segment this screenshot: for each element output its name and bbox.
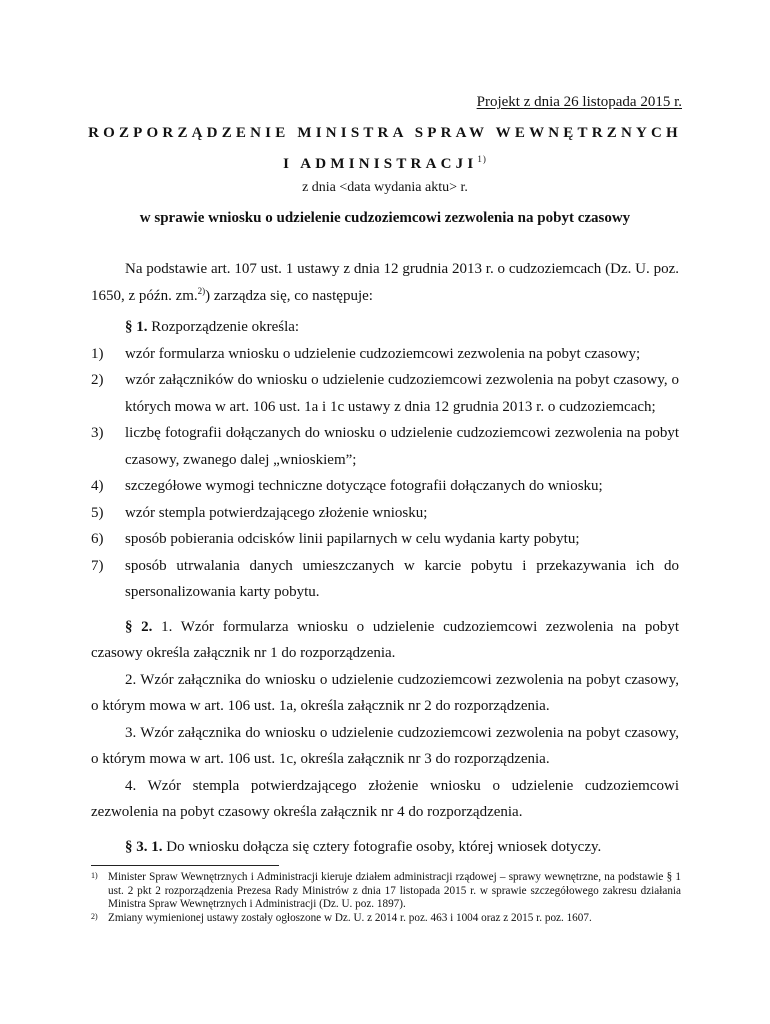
section-2-paragraph-4: 4. Wzór stempla potwierdzającego złożenie wniosku o udzielenie cudzoziemcowi zezwolenia na pobyt czasowy określa załącznik nr 4 do rozporządzenia. [91,777,679,820]
preamble [91,256,679,309]
footnote-ref-1: 1) [477,154,487,164]
footnote-text: Zmiany wymienionej ustawy zostały ogłoszone w Dz. U. z 2014 r. poz. 463 i 1004 oraz z 2015 r. poz. 1607. [108,912,592,925]
list-item [91,473,679,500]
section-2-paragraph-1 [91,614,679,667]
footnotes [91,871,681,926]
list-item-number: 3) [91,425,104,441]
regulation-subject: w sprawie wniosku o udzielenie cudzoziemcowi zezwolenia na pobyt czasowy [139,210,631,226]
list-item [91,420,679,473]
footnote-separator [91,865,279,866]
title-line-1: ROZPORZĄDZENIE MINISTRA SPRAW WEWNĘTRZNYCH [88,125,682,141]
list-item-text: liczbę fotografii dołączanych do wniosku o udzielenie cudzoziemcowi zezwolenia na pobyt czasowy, zwanego dalej „wnioskiem”; [125,425,679,468]
list-item-text: sposób utrwalania danych umieszczanych w karcie pobytu i przekazywania ich do spersonalizowania karty pobytu. [125,557,679,600]
preamble-text-end: ) zarządza się, co następuje: [205,287,373,304]
list-item-number: 4) [91,478,104,494]
list-item-text: wzór stempla potwierdzającego złożenie wniosku; [125,504,428,521]
list-item [91,367,679,420]
preamble-text: Na podstawie art. 107 ust. 1 ustawy z dnia 12 grudnia 2013 r. o cudzoziemcach (Dz. U. poz. 1650, z późn. zm. [91,261,679,304]
draft-date-header: Projekt z dnia 26 listopada 2015 r. [476,94,682,110]
list-item-number: 1) [91,345,104,362]
list-item-number: 7) [91,557,104,574]
list-item-text: sposób pobierania odcisków linii papilarnych w celu wydania karty pobytu; [125,531,580,547]
list-item-text: wzór załączników do wniosku o udzielenie cudzoziemcowi zezwolenia na pobyt czasowy, o których mowa w art. 106 ust. 1a i 1c ustawy z dnia 12 grudnia 2013 r. o cudzoziemcach; [125,372,679,415]
list-item [91,500,679,527]
list-item [91,526,679,553]
title-line-2-text: I ADMINISTRACJI [283,156,478,172]
footnote-mark: 2) [91,912,98,922]
section-3-heading: § 3. 1. [125,838,163,855]
title-line-2 [0,146,770,177]
footnote-ref-2: 2) [197,285,206,296]
document-body [91,256,679,860]
document-title [0,120,770,177]
section-2-paragraph-2: 2. Wzór załącznika do wniosku o udzielenie cudzoziemcowi zezwolenia na pobyt czasowy, o którym mowa w art. 106 ust. 1a, określa załącznik nr 2 do rozporządzenia. [91,671,679,714]
section-1-list [91,341,679,606]
list-item [91,553,679,606]
issue-date-line: z dnia <data wydania aktu> r. [302,180,468,195]
footnote [91,912,681,926]
section-3-paragraph-1-text: Do wniosku dołącza się cztery fotografie osoby, której wniosek dotyczy. [162,838,602,855]
section-1-intro [91,314,679,341]
footnote-text: Minister Spraw Wewnętrznych i Administracji kieruje działem administracji rządowej – sprawy wewnętrzne, na podstawie § 1 ust. 2 pkt 2 rozporządzenia Prezesa Rady Ministrów z dnia 17 listopada 2015 r. w sprawie szczegółowego zakresu działania Ministra Spraw Wewnętrznych i Administracji (Dz. U. poz. 1897). [108,871,681,911]
section-1-intro-text: Rozporządzenie określa: [147,319,300,335]
section-3-paragraph-1 [91,834,679,861]
list-item-text: wzór formularza wniosku o udzielenie cudzoziemcowi zezwolenia na pobyt czasowy; [125,345,641,362]
footnote [91,871,681,912]
list-item-number: 5) [91,504,104,521]
footnote-mark: 1) [91,871,98,880]
section-1-heading: § 1. [125,319,148,335]
section-2-paragraph-1-text: 1. Wzór formularza wniosku o udzielenie cudzoziemcowi zezwolenia na pobyt czasowy określa załącznik nr 1 do rozporządzenia. [91,618,679,661]
list-item-text: szczegółowe wymogi techniczne dotyczące fotografii dołączanych do wniosku; [125,478,603,494]
section-2-paragraph-3: 3. Wzór załącznika do wniosku o udzielenie cudzoziemcowi zezwolenia na pobyt czasowy, o którym mowa w art. 106 ust. 1c, określa załącznik nr 3 do rozporządzenia. [91,724,679,767]
list-item-number: 6) [91,531,104,547]
list-item [91,341,679,368]
list-item-number: 2) [91,372,104,388]
section-2-heading: § 2. [125,618,153,635]
